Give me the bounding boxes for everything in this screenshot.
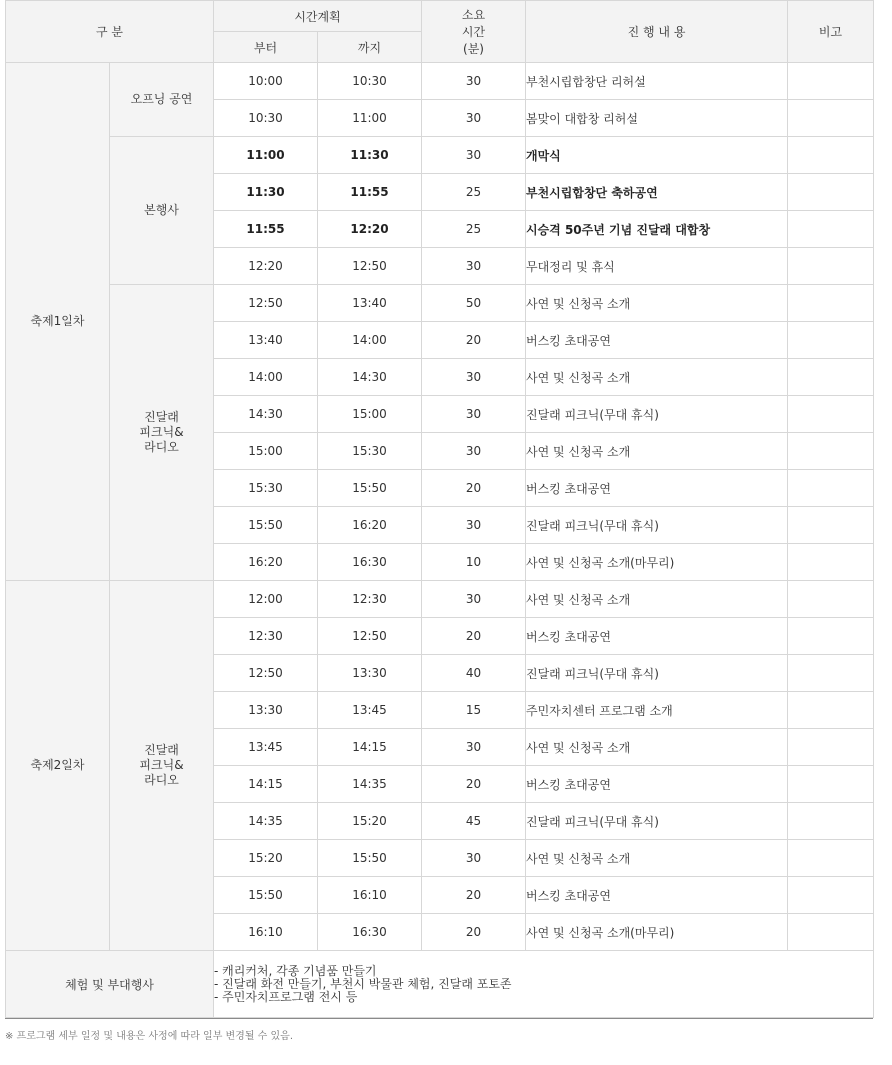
extra-program-row [6,951,874,1018]
time-from: 13:30 [214,692,318,729]
remark [788,174,874,211]
header-time-plan: 시간계획 [214,1,422,32]
activity: 진달래 피크닉(무대 휴식) [526,507,788,544]
remark [788,433,874,470]
remark [788,100,874,137]
header-from: 부터 [214,32,318,63]
duration: 30 [422,248,526,285]
duration: 25 [422,211,526,248]
duration: 30 [422,396,526,433]
remark [788,396,874,433]
remark [788,840,874,877]
activity: 버스킹 초대공연 [526,766,788,803]
remark [788,285,874,322]
time-to: 10:30 [318,63,422,100]
activity: 부천시립합창단 축하공연 [526,174,788,211]
time-from: 15:50 [214,507,318,544]
header-duration-line: 시간 [461,25,486,39]
table-bottom-rule [5,1018,873,1019]
duration: 30 [422,137,526,174]
duration: 30 [422,63,526,100]
activity: 사연 및 신청곡 소개 [526,840,788,877]
day2-label: 축제2일차 [6,581,110,951]
duration: 20 [422,766,526,803]
duration: 30 [422,100,526,137]
remark [788,137,874,174]
activity: 시승격 50주년 기념 진달래 대합창 [526,211,788,248]
footnote: ※ 프로그램 세부 일정 및 내용은 사정에 따라 일부 변경될 수 있음. [5,1031,294,1042]
activity: 주민자치센터 프로그램 소개 [526,692,788,729]
remark [788,766,874,803]
activity: 사연 및 신청곡 소개 [526,729,788,766]
table-row [6,63,874,100]
schedule-container [5,0,873,1019]
duration: 10 [422,544,526,581]
time-to: 15:50 [318,840,422,877]
remark [788,803,874,840]
time-to: 11:55 [318,174,422,211]
activity: 사연 및 신청곡 소개(마무리) [526,914,788,951]
extra-program-item: - 주민자치프로그램 전시 등 [214,989,358,1004]
time-to: 14:00 [318,322,422,359]
header-to: 까지 [318,32,422,63]
activity: 봄맞이 대합창 리허설 [526,100,788,137]
duration: 45 [422,803,526,840]
time-from: 14:35 [214,803,318,840]
time-to: 16:10 [318,877,422,914]
time-to: 13:30 [318,655,422,692]
time-to: 15:30 [318,433,422,470]
time-from: 12:50 [214,285,318,322]
header-remarks: 비고 [788,1,874,63]
activity: 부천시립합창단 리허설 [526,63,788,100]
remark [788,914,874,951]
time-to: 16:20 [318,507,422,544]
table-row [6,137,874,174]
remark [788,581,874,618]
time-from: 14:30 [214,396,318,433]
duration: 20 [422,470,526,507]
time-from: 15:50 [214,877,318,914]
activity: 진달래 피크닉(무대 휴식) [526,803,788,840]
header-content: 진 행 내 용 [526,1,788,63]
duration: 30 [422,729,526,766]
main-event-label: 본행사 [110,137,214,285]
time-from: 13:40 [214,322,318,359]
time-from: 11:55 [214,211,318,248]
time-to: 11:00 [318,100,422,137]
remark [788,507,874,544]
extra-program-label: 체험 및 부대행사 [6,951,214,1018]
day1-label: 축제1일차 [6,63,110,581]
time-from: 15:30 [214,470,318,507]
time-to: 15:00 [318,396,422,433]
activity: 버스킹 초대공연 [526,618,788,655]
time-from: 10:30 [214,100,318,137]
duration: 50 [422,285,526,322]
time-to: 12:20 [318,211,422,248]
duration: 30 [422,507,526,544]
label-line: 진달래 [144,410,179,424]
remark [788,248,874,285]
time-to: 14:35 [318,766,422,803]
time-to: 16:30 [318,914,422,951]
time-to: 13:40 [318,285,422,322]
activity: 버스킹 초대공연 [526,322,788,359]
label-line: 라디오 [144,773,179,787]
time-to: 11:30 [318,137,422,174]
header-duration [422,1,526,63]
header-duration-line: 소요 [461,8,486,22]
time-to: 15:20 [318,803,422,840]
time-from: 14:00 [214,359,318,396]
time-from: 12:30 [214,618,318,655]
activity: 사연 및 신청곡 소개 [526,285,788,322]
time-from: 13:45 [214,729,318,766]
activity: 사연 및 신청곡 소개 [526,581,788,618]
picnic-radio-label [110,581,214,951]
duration: 20 [422,877,526,914]
time-to: 14:30 [318,359,422,396]
time-from: 11:00 [214,137,318,174]
activity: 사연 및 신청곡 소개(마무리) [526,544,788,581]
remark [788,692,874,729]
duration: 40 [422,655,526,692]
extra-program-list [214,951,874,1018]
time-from: 12:20 [214,248,318,285]
time-to: 15:50 [318,470,422,507]
activity: 진달래 피크닉(무대 휴식) [526,655,788,692]
time-from: 15:20 [214,840,318,877]
time-from: 11:30 [214,174,318,211]
duration: 25 [422,174,526,211]
label-line: 피크닉& [139,758,184,772]
time-to: 16:30 [318,544,422,581]
activity: 버스킹 초대공연 [526,877,788,914]
extra-program-item: - 진달래 화전 만들기, 부천시 박물관 체험, 진달래 포토존 [214,976,512,991]
header-row-1 [6,1,874,32]
time-from: 12:00 [214,581,318,618]
label-line: 피크닉& [139,425,184,439]
duration: 20 [422,322,526,359]
activity: 버스킹 초대공연 [526,470,788,507]
time-from: 15:00 [214,433,318,470]
header-division: 구 분 [6,1,214,63]
time-from: 16:20 [214,544,318,581]
time-to: 13:45 [318,692,422,729]
activity: 사연 및 신청곡 소개 [526,359,788,396]
time-from: 10:00 [214,63,318,100]
duration: 30 [422,359,526,396]
time-to: 12:50 [318,248,422,285]
remark [788,359,874,396]
remark [788,63,874,100]
schedule-table [5,0,874,1018]
remark [788,729,874,766]
activity: 진달래 피크닉(무대 휴식) [526,396,788,433]
header-duration-line: (분) [463,42,484,56]
remark [788,470,874,507]
duration: 20 [422,618,526,655]
table-row [6,581,874,618]
duration: 20 [422,914,526,951]
label-line: 라디오 [144,440,179,454]
remark [788,877,874,914]
remark [788,544,874,581]
table-row [6,285,874,322]
label-line: 진달래 [144,743,179,757]
time-from: 12:50 [214,655,318,692]
duration: 30 [422,433,526,470]
remark [788,211,874,248]
picnic-radio-label [110,285,214,581]
duration: 30 [422,581,526,618]
activity: 개막식 [526,137,788,174]
remark [788,618,874,655]
time-to: 12:50 [318,618,422,655]
activity: 사연 및 신청곡 소개 [526,433,788,470]
duration: 15 [422,692,526,729]
extra-program-item: - 캐리커처, 각종 기념품 만들기 [214,963,377,978]
duration: 30 [422,840,526,877]
time-from: 14:15 [214,766,318,803]
remark [788,655,874,692]
opening-label: 오프닝 공연 [110,63,214,137]
time-to: 12:30 [318,581,422,618]
time-to: 14:15 [318,729,422,766]
time-from: 16:10 [214,914,318,951]
activity: 무대정리 및 휴식 [526,248,788,285]
remark [788,322,874,359]
